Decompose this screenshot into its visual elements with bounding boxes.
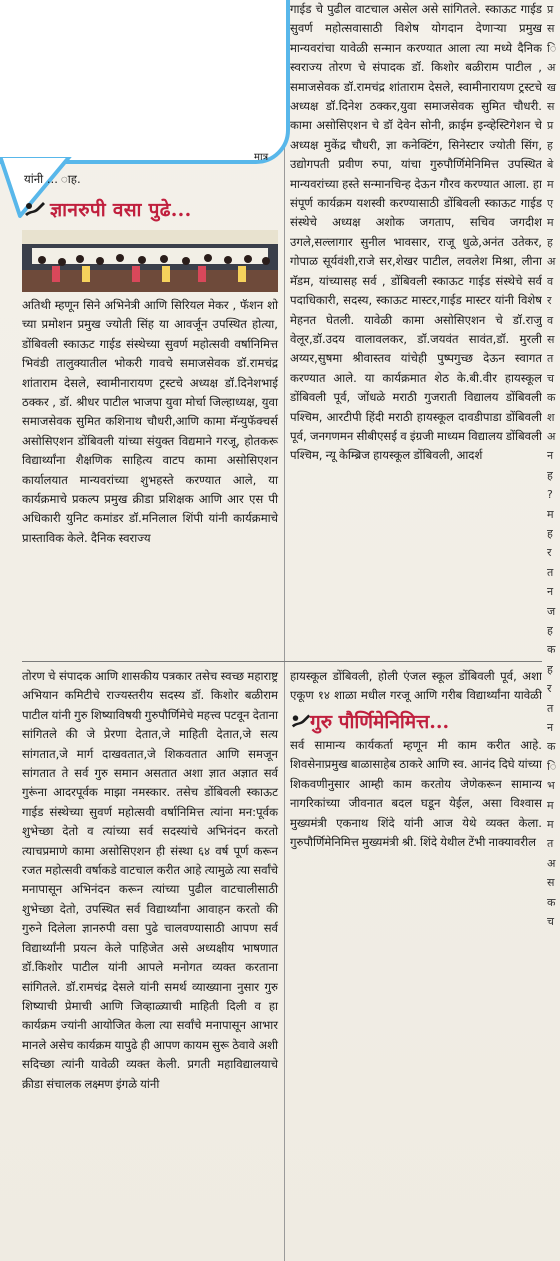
article-right-col1 [290, 0, 542, 662]
fragment-right: मात्र [254, 152, 269, 163]
column-divider [284, 0, 285, 1261]
clipped-edge-column: प्र स ि अ ख स प्र ह बे म ए म ह अ व र व स त च क श अ न ह ? म ह र त न ज ह क ह र त न क ि भ म म त अ स क च [547, 3, 557, 929]
headline-dnyanrupi: ज्ञानरुपी वसा पुढे... [50, 199, 192, 221]
article-right-col2 [290, 667, 542, 707]
pen-ink-icon-2 [290, 710, 312, 730]
article-right-col1-text: गाईड चे पुढील वाटचाल असेल असे सांगितले. स्काऊट गाईड सुवर्ण महोत्सवासाठी विशेष योगदान देणाऱ्या प्रमुख मान्यवरांचा यावेळी सन्मान करण्यात आला त्या मध्ये दैनिक स्वराज्य तोरण चे संपादक डॉ. किशोर बळीराम पाटील , समाजसेवक डॉ.रामचंद्र शांताराम देसले, स्वामीनारायण ट्रस्टचे अध्यक्ष डॉ.दिनेश ठक्कर,युवा समाजसेवक सुमित चौधरी. कामा असोसिएशन चे डॉ देवेन सोनी, क्राईम इन्व्हेस्टिगेशन चे अध्यक्ष मुकेंद्र चौधरी, ज्ञा कनेक्टिंग, सिनेस्टार ज्योती सिंग, उद्योगपती प्रवीण रुपा, यांचा गुरुपौर्णिमेनिमित्त उपस्थित मान्यवरांच्या हस्ते सन्मानचिन्ह देऊन गौरव करण्यात आला. हा संपूर्ण कार्यक्रम यशस्वी करण्यासाठी डोंबिवली स्काऊट गाईड संस्थेचे अध्यक्ष अशोक जगताप, सचिव जगदीश उगले,सल्लागार सुनील भावसार, राजू धुळे,अनंत उतेकर, गोपाळ सूर्यवंशी,राजे सर,शेखर पाटील, लवलेश मिश्रा, लीना मॅडम, यांच्यासह सर्व , डोंबिवली स्काऊट गाईड संस्थेचे सर्व पदाधिकारी, सदस्य, स्काऊट मास्टर,गाईड मास्टर यांनी विशेष मेहनत घेतली. यावेळी कामा असोसिएशन चे डॉ.राजु वेलूर,डॉ.उदय वालावलकर, डॉ.जयवंत सावंत,डॉ. मुरली अय्यर,सुषमा श्रीवास्तव यांचेही पुष्पगुच्छ देऊन स्वागत करण्यात आले. या कार्यक्रमात शेठ के.बी.वीर हायस्कूल डोंबिवली पूर्व, जोंधळे मराठी गुजराती विद्यालय डोंबिवली पश्चिम, आरटीपी हिंदी मराठी हायस्कूल दावडीपाडा डोंबिवली पूर्व, जनगणमन सीबीएसई व इंग्रजी माध्यम विद्यालय डोंबिवली पश्चिम, न्यू केम्ब्रिज हायस्कूल डोंबिवली, आदर्श [290, 2, 542, 463]
article-right-col2-text: हायस्कूल डोंबिवली, होली एंजल स्कूल डोंबिवली पूर्व, अशा एकूण १४ शाळा मधील गरजू आणि गरीब विद्यार्थ्यांना यावेळी [290, 669, 542, 703]
article-left-col2 [22, 667, 278, 1261]
article-left-col2-text: तोरण चे संपादक आणि शासकीय पत्रकार तसेच स्वच्छ महाराष्ट्र अभियान कमिटीचे राज्यस्तरीय सदस्य डॉ. किशोर बळीराम पाटील यांनी गुरु शिष्याविषयी गुरुपौर्णिमेचे महत्त्व पटवून देताना सांगितले की जे प्रेरणा देतात,जे माहिती देतात,जे सत्य सांगतात,जे मार्ग दाखवतात,जे शिकवतात आणि समजून सांगतात ते सर्व गुरु समान असतात अशा ज्ञात अज्ञात सर्व गुरूंना आदरपूर्वक माझा नमस्कार. तसेच डोंबिवली स्काऊट गाईड संस्थेच्या सुवर्ण महोत्सवी वर्षानिमित्त त्यांना मन:पूर्वक शुभेच्छा देतो व त्यांच्या सर्व सदस्यांचे अभिनंदन करतो त्याचप्रमाणे कामा असोसिएशन ही संस्था ६४ वर्ष पूर्ण करून रजत महोत्सवी वर्षाकडे वाटचाल करीत आहे त्यामुळे त्या सर्वांचे मनापासून अभिनंदन करून त्यांच्या पुढील वाटचालीसाठी शुभेच्छा देतो, उपस्थित सर्व विद्यार्थ्यांना आवाहन करतो की गुरुने दिलेला ज्ञानरुपी वसा पुढे चालवण्यासाठी आपण सर्व विद्यार्थ्यांनी प्रयत्न केले पाहिजेत असे अध्यक्षीय भाषणात डॉ.किशोर पाटील यांनी आपले मनोगत व्यक्त करताना सांगितले. डॉ.रामचंद्र देसले यांनी समर्थ व्याख्याना नुसार गुरु शिष्याची प्रेमाची आणि जिव्हाळ्याची माहिती दिली व हा कार्यक्रम ज्यांनी आयोजित केला त्या सर्वांचे मनापासून आभार मानले असेच कार्यक्रम यापुढे ही आपण कायम सुरू ठेवावे अशी सदिच्छा त्यांनी यावेळी व्यक्त केली. प्रगती महाविद्यालयाचे क्रीडा संचालक लक्ष्मण इंगळे यांनी [22, 669, 278, 1091]
pen-ink-icon [23, 198, 47, 218]
speech-bubble-overlay [0, 0, 290, 164]
article-second-body-text: सर्व सामान्य कार्यकर्ता म्हणून मी काम करीत आहे. शिवसेनाप्रमुख बाळासाहेब ठाकरे आणि स्व. आनंद दिघे यांच्या शिकवणीनुसार आम्ही काम करतोय जेणेकरून सामान्य नागरिकांच्या जीवनात बदल घडून येईल, असा विश्वास मुख्यमंत्री एकनाथ शिंदे यांनी आज येथे व्यक्त केला. गुरुपौर्णिमेनिमित्त मुख्यमंत्री श्री. शिंदे येथील टेंभी नाक्यावरील [290, 738, 542, 850]
article-left-col1-text: अतिथी म्हणून सिने अभिनेत्री आणि सिरियल मेकर , फॅशन शो च्या प्रमोशन प्रमुख ज्योती सिंह या आवर्जून उपस्थित होत्या, डोंबिवली स्काऊट गाईड संस्थेच्या सुवर्ण महोत्सवी वर्षानिमित्त भिवंडी तालुक्यातील भोकरी गावचे समाजसेवक डॉ.रामचंद्र शांताराम देसले, स्वामीनारायण ट्रस्टचे अध्यक्ष डॉ.दिनेशभाई ठक्कर , डॉ. श्रीधर पाटील भाजपा युवा मोर्चा जिल्हाध्यक्ष, युवा समाजसेवक सुमित कशिनाथ चौधरी,आणि कामा मॅन्युफॅक्चर्स असोसिएशन डोंबिवली यांच्या संयुक्त विद्यमाने गरजू, होतकरू विद्यार्थ्यांना शैक्षणिक साहित्य वाटप कामा असोसिएशन कार्यालयात मान्यवरांच्या शुभहस्ते करण्यात आले, या कार्यक्रमाचे प्रकल्प प्रमुख क्रीडा प्रशिक्षक आणि आर एस पी अधिकारी युनिट कमांडर डॉ.मनिलाल शिंपी यांनी कार्यक्रमाचे प्रास्ताविक केले. दैनिक स्वराज्य [22, 298, 278, 545]
fragment-left: यांनी ... ाह. [24, 172, 81, 186]
article-second-body [290, 736, 542, 1261]
event-photo [22, 230, 278, 292]
headline-guru-paurnima: गुरु पौर्णिमेनिमित्त... [310, 711, 450, 733]
article-left-col1 [22, 296, 278, 658]
